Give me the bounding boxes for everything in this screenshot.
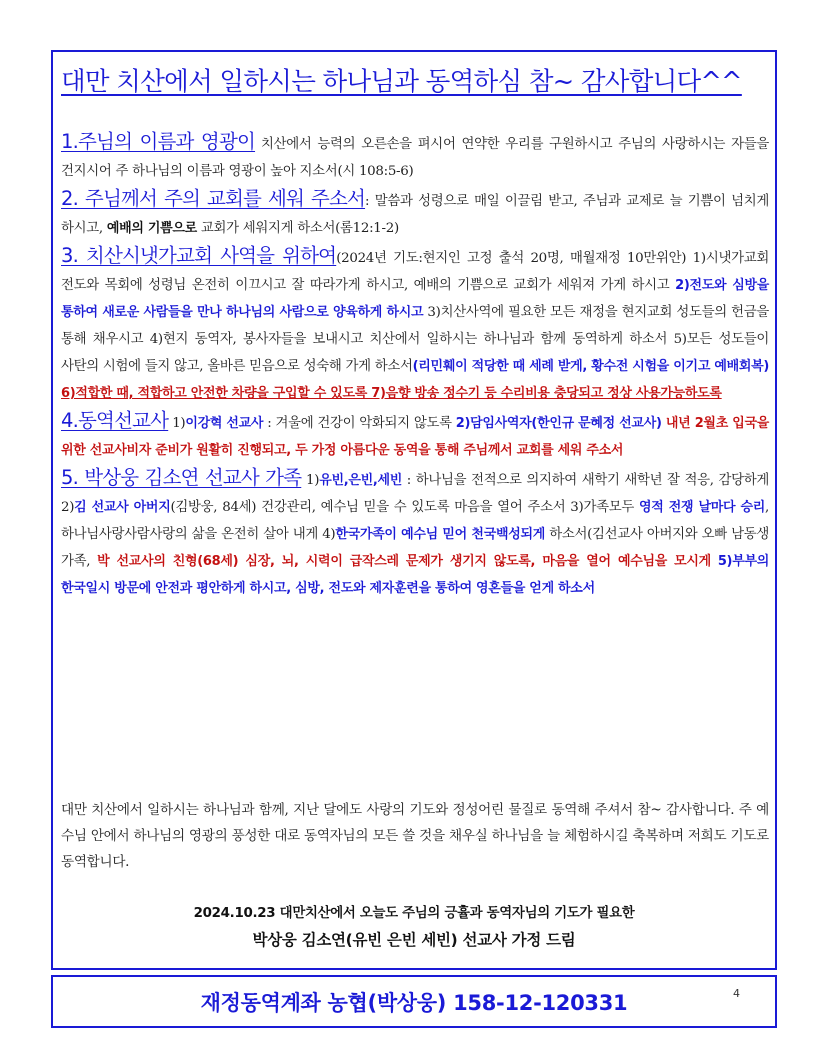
- prayer-highlight-5d: 한국가족이 예수님 믿어 천국백성되게: [335, 527, 545, 542]
- prayer-text-4a: 1): [168, 416, 186, 431]
- prayer-highlight-5a: 유빈,은빈,세빈: [319, 473, 403, 488]
- prayer-item-4: [61, 407, 769, 464]
- prayer-text-5d: , 하나님사랑사람사랑의 삶을 온전히 살아 내게 4): [61, 500, 770, 542]
- signature-family-line: 박상웅 김소연(유빈 은빈 세빈) 선교사 가정 드림: [252, 931, 576, 949]
- prayer-heading-1: 1.주님의 이름과 영광이: [61, 130, 256, 153]
- signature-date-line: 2024.10.23 대만치산에서 오늘도 주님의 긍휼과 동역자님의 기도가 필요한: [193, 906, 635, 921]
- prayer-item-3: [61, 242, 769, 407]
- letter-frame: [51, 50, 777, 970]
- prayer-text-5f: [711, 554, 718, 569]
- closing-paragraph: 대만 치산에서 일하시는 하나님과 함께, 지난 달에도 사랑의 기도와 정성어린 물질로 동역해 주셔서 참~ 감사합니다. 주 예수님 안에서 하나님의 영광의 풍성한 대로 동역자님의 모든 쓸 것을 채우실 하나님을 늘 체험하시길 축복하며 저희도 기도로 동역합니다.: [61, 802, 769, 870]
- prayer-text-3b: 3)치산사역에 필요한 모든 재정을 현지교회 성도들의 헌금을 통해 채우시고 4)현지 동역자, 봉사자들을 보내시고 치산에서 일하시는 하나님과 함께 동역하게 하소서 5)모든 성도들이 사탄의 시험에 들지 않고, 올바른 믿음으로 성숙해 가게 하소서: [61, 305, 769, 374]
- prayer-heading-3: 3. 치산시냇가교회 사역을 위하여: [61, 244, 337, 267]
- prayer-item-2: [61, 185, 769, 242]
- page-title: 대만 치산에서 일하시는 하나님과 동역하심 참~ 감사합니다^^: [61, 67, 742, 97]
- prayer-text-5e: 하소서(김선교사 아버지와 오빠 남동생 가족,: [61, 527, 769, 569]
- prayer-bold-2: 예배의 기쁨으로: [106, 221, 197, 236]
- prayer-highlight-4b: 2)담임사역자(한인규 문혜정 선교사): [455, 416, 662, 431]
- prayer-highlight-5c: 영적 전쟁 날마다 승리: [638, 500, 766, 515]
- prayer-highlight-5b: 김 선교사 아버지: [74, 500, 171, 515]
- prayer-text-2b: 교회가 세워지게 하소서(롬12:1-2): [196, 221, 399, 236]
- prayer-heading-4: 4.동역선교사: [61, 409, 169, 432]
- prayer-text-5b: : 하나님을 전적으로 의지하여 새학기 새학년 잘 적응, 감당하게 2): [61, 473, 769, 515]
- prayer-highlight-3b: (리민훼이 적당한 때 세례 받게, 황수전 시험을 이기고 예배회복): [412, 359, 769, 374]
- prayer-highlight-5e: 5)부부의 한국일시 방문에 안전과 평안하게 하시고, 심방, 전도와 제자훈련을 통하여 영혼들을 얻게 하소서: [61, 554, 769, 596]
- prayer-urgent-3: 6)적합한 때, 적합하고 안전한 차량을 구입할 수 있도록 7)음향 방송 정수기 등 수리비용 충당되고 정상 사용가능하도록: [61, 386, 722, 401]
- prayer-text-5a: 1): [301, 473, 320, 488]
- prayer-urgent-4: 내년 2월초 입국을 위한 선교사비자 준비가 원활히 진행되고, 두 가정 아름다운 동역을 통해 주님께서 교회를 세워 주소서: [61, 416, 770, 458]
- prayer-text-4b: : 겨울에 건강이 악화되지 않도록: [263, 416, 456, 431]
- prayer-highlight-3a: 2)전도와 심방을 통하여 새로운 사람들을 만나 하나님의 사람으로 양육하게 하시고: [61, 278, 769, 320]
- page-number: 4: [733, 987, 740, 1000]
- prayer-text-3a: (2024년 기도:현지인 고정 출석 20명, 매월재정 10만위안) 1)시냇가교회 전도와 목회에 성령님 온전히 이끄시고 잘 따라가게 하시고, 예배의 기쁨으로 교회가 세워져 가게 하시고: [61, 251, 769, 293]
- prayer-highlight-4a: 이강혁 선교사: [185, 416, 264, 431]
- prayer-text-1: 치산에서 능력의 오른손을 펴시어 연약한 우리를 구원하시고 주님의 사랑하시는 자들을 건지시어 주 하나님의 이름과 영광이 높아 지소서(시 108:5-6): [61, 137, 769, 179]
- prayer-item-1: [61, 128, 769, 185]
- prayer-text-5c: (김방웅, 84세) 건강관리, 예수님 믿을 수 있도록 마음을 열어 주소서 3)가족모두: [170, 500, 639, 515]
- prayer-urgent-5: 박 선교사의 친형(68세) 심장, 뇌, 시력이 급작스레 문제가 생기지 않도록, 마음을 열어 예수님을 모시게: [97, 554, 711, 569]
- prayer-heading-5: 5. 박상웅 김소연 선교사 가족: [61, 466, 302, 489]
- prayer-text-2a: : 말씀과 성령으로 매일 이끌림 받고, 주님과 교제로 늘 기쁨이 넘치게 하시고,: [61, 194, 769, 236]
- bank-account-text: 재정동역계좌 농협(박상웅) 158-12-120331: [200, 991, 628, 1015]
- prayer-item-5: [61, 464, 769, 602]
- prayer-heading-2: 2. 주님께서 주의 교회를 세워 주소서: [61, 187, 366, 210]
- account-footer: [51, 975, 777, 1028]
- prayer-list: [61, 128, 769, 602]
